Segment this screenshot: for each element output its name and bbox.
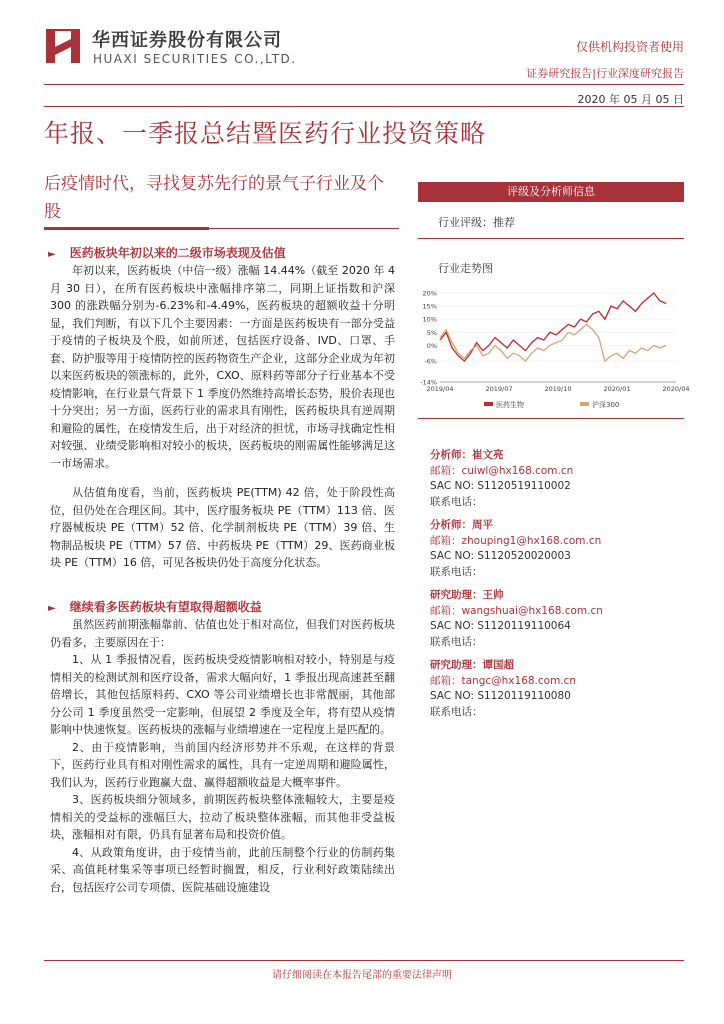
rating-divider [418,238,684,239]
section-heading-2: ► 继续看多医药板块有望取得超额收益 [48,600,262,614]
trend-chart-label: 行业走势图 [438,262,493,275]
legend-swatch [580,402,589,406]
x-tick-label: 2020/01 [603,385,631,393]
analyst-email[interactable]: 邮箱：zhouping1@hx168.com.cn [430,534,602,547]
paragraph: 虽然医药前期涨幅靠前、估值也处于相对高位，但我们对医药板块仍看多，主要原因在于： [50,618,395,649]
x-tick-label: 2019/10 [544,385,572,393]
arrow-icon: ► [48,603,56,614]
industry-trend-chart [418,285,690,415]
header-divider [44,84,684,85]
analyst-name: 分析师：周平 [430,519,493,531]
paragraph: 从估值角度看，当前，医药板块 PE(TTM) 42 倍，处于阶段性高位，但仍处在合理区间。其中，医疗服务板块 PE（TTM）113 倍、医疗器械板块 PE（TTM）52 倍、化学制剂板块 PE（TTM）39 倍、生物制品板块 PE（TTM）57 倍、中药板块 PE（TTM）29、医药商业板块 PE（TTM）16 倍，可见各板块仍处于高度分化状态。 [50,486,395,569]
paragraph: 1、从 1 季报情况看，医药板块受疫情影响相对较小，特别是与疫情相关的检测试剂和医疗设备，需求大幅向好，1 季报出现高速甚至翻倍增长，其他包括原料药、CXO 等公司业绩增长也非常靓丽，其他部分公司 1 季度虽然受一定影响，但展望 2 季度及全年，将有望从疫情影响中快速恢复。医药板块的涨幅与业绩增速在一定程度上是匹配的。 [50,653,395,736]
industry-rating: 行业评级：推荐 [438,216,515,229]
analyst-sac: SAC NO: S1120119110080 [430,690,571,702]
subtitle-underline [44,227,209,230]
paragraph: 年初以来，医药板块（中信一级）涨幅 14.44%（截至 2020 年 4 月 30 日），在所有医药板块中涨幅排序第二，同期上证指数和沪深 300 的涨跌幅分别为-6.23%和-4.49%，医药板块的超额收益十分明显，我们判断，有以下几个主要因素：一方面是医药板块有一部分受益于疫情的子板块及个股，如前所述，包括医疗设备、IVD、口罩、手套、防护服等用于疫情防控的医药物资生产企业，这部分企业成为年初以来医药板块的领涨标的，此外，CXO、原料药等部分子行业基本不受疫情影响，在行业景气背景下 1 季度仍然维持高增长态势，股价表现也十分突出；另一方面，医药行业的需求具有刚性，医药板块具有逆周期和避险的属性，在疫情发生后，出于对经济的担忧，市场寻找确定性相对较强、业绩受影响相对较小的板块，医药板块的刚需属性能够满足这一市场需求。 [50,264,395,470]
arrow-icon: ► [48,249,56,260]
company-name-cn: 华西证券股份有限公司 [92,30,282,51]
analyst-phone: 联系电话： [430,635,483,648]
report-subtitle: 后疫情时代，寻找复苏先行的景气子行业及个股 [44,174,384,222]
section-heading-1: ► 医药板块年初以来的二级市场表现及估值 [48,246,286,260]
analyst-block-2 [430,518,601,580]
analyst-phone: 联系电话： [430,565,483,578]
analyst-email[interactable]: 邮箱：wangshuai@hx168.com.cn [430,604,603,617]
x-tick-label: 2019/07 [485,385,513,393]
series-line [440,324,666,361]
legend-label: 医药生物 [496,401,524,409]
analyst-name: 研究助理：谭国超 [430,659,514,671]
paragraph: 2、由于疫情影响，当前国内经济形势并不乐观，在这样的背景下，医药行业具有相对刚性需求的属性，具有一定逆周期和避险属性，我们认为，医药行业跑赢大盘、赢得超额收益是大概率事件。 [50,740,395,789]
analyst-sac: SAC NO: S1120119110064 [430,620,571,632]
rating-box-header: 评级及分析师信息 [418,182,684,202]
paragraph: 4、从政策角度讲，由于疫情当前，此前压制整个行业的仿制药集采、高值耗材集采等事项已经暂时搁置，相反，行业利好政策陆续出台，包括医疗公司专项债、医院基础设施建设 [50,845,395,894]
legend-swatch [484,402,493,406]
analyst-block-1 [430,448,573,510]
analyst-phone: 联系电话： [430,495,483,508]
paragraph: 3、医药板块细分领域多，前期医药板块整体涨幅较大，主要是疫情相关的受益标的涨幅巨大，拉动了板块整体涨幅，而其他非受益板块，涨幅相对有限，仍具有显著布局和投资价值。 [50,793,395,841]
section-2-body [50,616,395,896]
x-tick-label: 2019/04 [426,385,454,393]
x-tick-label: 2020/04 [662,385,690,393]
analyst-sac: SAC NO: S1120520020003 [430,550,571,562]
analyst-name: 研究助理：王帅 [430,589,504,601]
huaxi-logo-icon [44,27,82,65]
y-tick-label: 20% [422,289,437,298]
section-1-body [50,262,395,572]
analyst-block-4 [430,658,576,720]
analyst-name: 分析师：崔文亮 [430,449,504,461]
analyst-phone: 联系电话： [430,705,483,718]
y-tick-label: -14% [420,378,437,387]
company-name-en: HUAXI SECURITIES CO.,LTD. [93,52,297,66]
footer-divider [44,960,684,961]
y-tick-label: 0% [426,341,437,350]
analyst-email[interactable]: 邮箱：tangc@hx168.com.cn [430,674,577,687]
series-line [440,293,666,361]
y-tick-label: -6% [424,357,437,366]
legal-notice: 请仔细阅读在本报告尾部的重要法律声明 [272,970,452,981]
legend-label: 沪深300 [592,401,620,409]
report-type: 证券研究报告|行业深度研究报告 [526,67,684,80]
analyst-email[interactable]: 邮箱：cuiwl@hx168.com.cn [430,464,574,477]
y-tick-label: 10% [422,315,437,324]
analyst-sac: SAC NO: S1120519110002 [430,480,571,492]
report-date: 2020 年 05 月 05 日 [577,93,684,106]
date-divider [44,106,684,107]
y-tick-label: 5% [426,328,437,337]
analyst-block-3 [430,588,603,650]
subtitle-underline-thin [209,228,399,229]
report-title: 年报、一季报总结暨医药行业投资策略 [44,119,487,148]
chart-divider [418,418,684,419]
y-tick-label: 15% [422,302,437,311]
audience-tag: 仅供机构投资者使用 [575,40,684,54]
